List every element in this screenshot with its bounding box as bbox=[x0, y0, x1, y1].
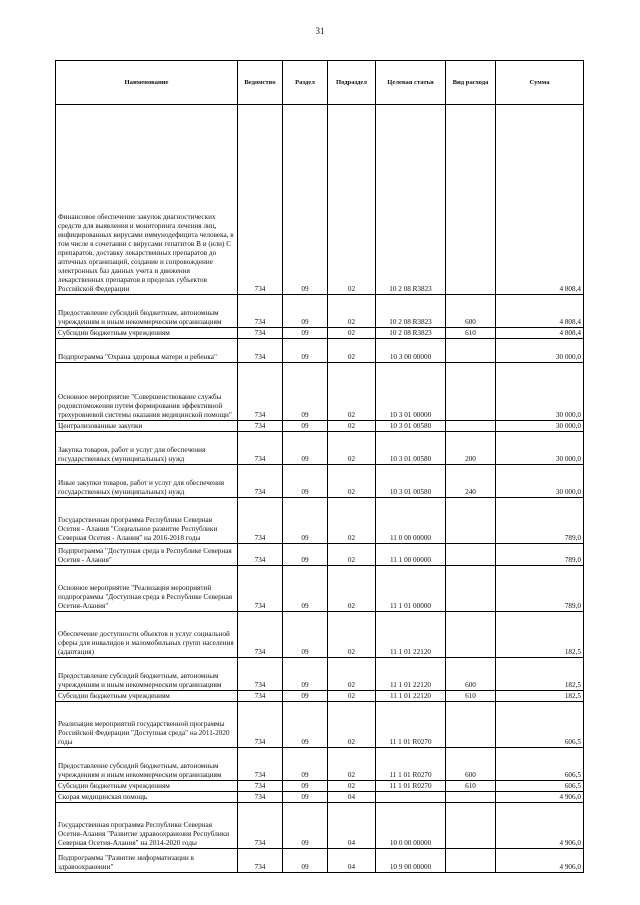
header-ved: Ведомство bbox=[238, 61, 283, 105]
page-number: 31 bbox=[315, 26, 325, 36]
row-name: Закупка товаров, работ и услуг для обеспечения государственных (муниципальных) нужд bbox=[56, 432, 238, 465]
row-vr bbox=[446, 566, 496, 612]
row-ved: 734 bbox=[238, 328, 283, 339]
row-vr bbox=[446, 702, 496, 748]
row-podrazdel: 02 bbox=[328, 566, 376, 612]
table-row bbox=[56, 295, 584, 328]
row-name: Основное мероприятие "Реализация мероприятий подпрограммы "Доступная среда в Республике Северная Осетия-Алания" bbox=[56, 566, 238, 612]
row-ved: 734 bbox=[238, 339, 283, 363]
row-summa: 182,5 bbox=[496, 658, 584, 691]
row-podrazdel: 02 bbox=[328, 295, 376, 328]
row-ved: 734 bbox=[238, 432, 283, 465]
header-summa: Сумма bbox=[496, 61, 584, 105]
row-cs: 11 1 01 22120 bbox=[376, 612, 446, 658]
row-name: Иные закупки товаров, работ и услуг для обеспечения государственных (муниципальных) нужд bbox=[56, 465, 238, 498]
row-cs: 11 1 00 00000 bbox=[376, 544, 446, 566]
table-row bbox=[56, 421, 584, 432]
row-vr: 610 bbox=[446, 691, 496, 702]
row-summa: 30 000,0 bbox=[496, 363, 584, 421]
row-podrazdel: 02 bbox=[328, 363, 376, 421]
table-row bbox=[56, 803, 584, 849]
row-summa: 4 906,0 bbox=[496, 792, 584, 803]
table-row bbox=[56, 781, 584, 792]
row-vr: 240 bbox=[446, 465, 496, 498]
row-name: Субсидии бюджетным учреждениям bbox=[56, 328, 238, 339]
row-ved: 734 bbox=[238, 803, 283, 849]
row-cs: 11 1 01 R0270 bbox=[376, 748, 446, 781]
table-row bbox=[56, 432, 584, 465]
row-ved: 734 bbox=[238, 702, 283, 748]
row-summa: 4 808,4 bbox=[496, 295, 584, 328]
row-summa: 182,5 bbox=[496, 691, 584, 702]
row-summa: 182,5 bbox=[496, 612, 584, 658]
row-vr bbox=[446, 363, 496, 421]
row-ved: 734 bbox=[238, 658, 283, 691]
row-razdel: 09 bbox=[283, 295, 328, 328]
header-cs: Целевая статья bbox=[376, 61, 446, 105]
row-vr bbox=[446, 339, 496, 363]
row-cs: 11 1 01 22120 bbox=[376, 658, 446, 691]
row-vr bbox=[446, 105, 496, 295]
row-name: Предоставление субсидий бюджетным, автономным учреждениям и иным некоммерческим организациям bbox=[56, 295, 238, 328]
row-podrazdel: 02 bbox=[328, 748, 376, 781]
row-summa: 606,5 bbox=[496, 748, 584, 781]
row-podrazdel: 02 bbox=[328, 105, 376, 295]
row-podrazdel: 02 bbox=[328, 465, 376, 498]
table-row bbox=[56, 658, 584, 691]
row-cs: 11 1 01 00000 bbox=[376, 566, 446, 612]
row-podrazdel: 02 bbox=[328, 612, 376, 658]
row-name: Субсидии бюджетным учреждениям bbox=[56, 781, 238, 792]
header-vr: Вид расхода bbox=[446, 61, 496, 105]
row-cs: 10 9 00 00000 bbox=[376, 849, 446, 873]
row-summa: 789,0 bbox=[496, 566, 584, 612]
table-row bbox=[56, 544, 584, 566]
row-vr: 600 bbox=[446, 295, 496, 328]
row-vr: 610 bbox=[446, 781, 496, 792]
row-razdel: 09 bbox=[283, 105, 328, 295]
row-summa: 4 906,0 bbox=[496, 849, 584, 873]
table-row bbox=[56, 792, 584, 803]
row-cs: 10 3 01 00000 bbox=[376, 363, 446, 421]
row-ved: 734 bbox=[238, 544, 283, 566]
row-cs: 10 3 01 00580 bbox=[376, 465, 446, 498]
row-razdel: 09 bbox=[283, 339, 328, 363]
row-razdel: 09 bbox=[283, 849, 328, 873]
row-name: Субсидии бюджетным учреждениям bbox=[56, 691, 238, 702]
table-row bbox=[56, 849, 584, 873]
row-razdel: 09 bbox=[283, 421, 328, 432]
header-row bbox=[56, 61, 584, 105]
row-vr bbox=[446, 498, 496, 544]
row-ved: 734 bbox=[238, 105, 283, 295]
row-cs bbox=[376, 792, 446, 803]
row-razdel: 09 bbox=[283, 658, 328, 691]
row-name: Подпрограмма "Доступная среда в Республике Северная Осетия - Алания" bbox=[56, 544, 238, 566]
row-ved: 734 bbox=[238, 498, 283, 544]
row-cs: 11 1 01 22120 bbox=[376, 691, 446, 702]
row-podrazdel: 04 bbox=[328, 849, 376, 873]
row-razdel: 09 bbox=[283, 498, 328, 544]
table-row bbox=[56, 465, 584, 498]
row-cs: 10 3 01 00580 bbox=[376, 421, 446, 432]
row-vr bbox=[446, 612, 496, 658]
row-name: Финансовое обеспечение закупок диагностических средств для выявления и мониторинга лечения лиц, инфицированных вирусами иммунодефицита человека, в том числе в сочетании с вирусами гепатитов В и (или) С препаратов, доставку лекарственных препаратов до аптечных организаций, создание и сопровождение электронных баз данных учета и движения лекарственных препаратов в пределах субъектов Российской Федерации bbox=[56, 105, 238, 295]
row-razdel: 09 bbox=[283, 612, 328, 658]
row-razdel: 09 bbox=[283, 544, 328, 566]
row-summa: 789,0 bbox=[496, 498, 584, 544]
row-ved: 734 bbox=[238, 566, 283, 612]
row-summa: 4 808,4 bbox=[496, 105, 584, 295]
header-razdel: Раздел bbox=[283, 61, 328, 105]
row-name: Основное мероприятие "Совершенствование службы родовспоможения путем формирования эффективной трехуровневой системы оказания медицинской помощи" bbox=[56, 363, 238, 421]
row-summa: 30 000,0 bbox=[496, 432, 584, 465]
row-ved: 734 bbox=[238, 748, 283, 781]
row-podrazdel: 02 bbox=[328, 691, 376, 702]
header-podrazdel: Подраздел bbox=[328, 61, 376, 105]
row-vr: 600 bbox=[446, 748, 496, 781]
row-podrazdel: 02 bbox=[328, 702, 376, 748]
row-ved: 734 bbox=[238, 792, 283, 803]
row-summa: 4 906,0 bbox=[496, 803, 584, 849]
row-cs: 11 1 01 R0270 bbox=[376, 781, 446, 792]
row-ved: 734 bbox=[238, 849, 283, 873]
row-vr: 600 bbox=[446, 658, 496, 691]
row-ved: 734 bbox=[238, 465, 283, 498]
row-cs: 11 0 00 00000 bbox=[376, 498, 446, 544]
row-summa: 30 000,0 bbox=[496, 465, 584, 498]
row-summa: 30 000,0 bbox=[496, 339, 584, 363]
row-ved: 734 bbox=[238, 363, 283, 421]
row-cs: 10 3 01 00580 bbox=[376, 432, 446, 465]
row-cs: 10 0 00 00000 bbox=[376, 803, 446, 849]
header-name: Наименование bbox=[56, 61, 238, 105]
row-name: Государственная программа Республики Северная Осетия - Алания "Социальное развитие Республики Северная Осетия - Алания" на 2016-2018 годы bbox=[56, 498, 238, 544]
row-podrazdel: 02 bbox=[328, 658, 376, 691]
row-ved: 734 bbox=[238, 421, 283, 432]
row-podrazdel: 02 bbox=[328, 421, 376, 432]
row-podrazdel: 04 bbox=[328, 792, 376, 803]
row-vr bbox=[446, 803, 496, 849]
row-podrazdel: 04 bbox=[328, 803, 376, 849]
table-row bbox=[56, 748, 584, 781]
row-name: Централизованные закупки bbox=[56, 421, 238, 432]
row-ved: 734 bbox=[238, 781, 283, 792]
row-vr: 610 bbox=[446, 328, 496, 339]
row-vr bbox=[446, 421, 496, 432]
row-cs: 11 1 01 R0270 bbox=[376, 702, 446, 748]
row-ved: 734 bbox=[238, 691, 283, 702]
row-podrazdel: 02 bbox=[328, 781, 376, 792]
row-vr bbox=[446, 849, 496, 873]
row-razdel: 09 bbox=[283, 792, 328, 803]
row-podrazdel: 02 bbox=[328, 498, 376, 544]
row-name: Подпрограмма "Развитие информатизации в здравоохранении" bbox=[56, 849, 238, 873]
row-razdel: 09 bbox=[283, 328, 328, 339]
row-name: Предоставление субсидий бюджетным, автономным учреждениям и иным некоммерческим организациям bbox=[56, 748, 238, 781]
budget-table bbox=[55, 60, 584, 873]
row-name: Предоставление субсидий бюджетным, автономным учреждениям и иным некоммерческим организациям bbox=[56, 658, 238, 691]
row-cs: 10 2 08 R3823 bbox=[376, 328, 446, 339]
row-razdel: 09 bbox=[283, 748, 328, 781]
table-row bbox=[56, 702, 584, 748]
row-razdel: 09 bbox=[283, 363, 328, 421]
table-row bbox=[56, 691, 584, 702]
table-row bbox=[56, 566, 584, 612]
table-row bbox=[56, 363, 584, 421]
row-summa: 30 000,0 bbox=[496, 421, 584, 432]
row-vr bbox=[446, 544, 496, 566]
row-razdel: 09 bbox=[283, 432, 328, 465]
row-cs: 10 3 00 00000 bbox=[376, 339, 446, 363]
table-row bbox=[56, 339, 584, 363]
row-summa: 606,5 bbox=[496, 781, 584, 792]
row-ved: 734 bbox=[238, 612, 283, 658]
row-vr bbox=[446, 792, 496, 803]
row-ved: 734 bbox=[238, 295, 283, 328]
row-razdel: 09 bbox=[283, 781, 328, 792]
row-podrazdel: 02 bbox=[328, 339, 376, 363]
row-podrazdel: 02 bbox=[328, 544, 376, 566]
row-summa: 789,0 bbox=[496, 544, 584, 566]
row-name: Подпрограмма "Охрана здоровья матери и ребенка" bbox=[56, 339, 238, 363]
row-cs: 10 2 08 R3823 bbox=[376, 105, 446, 295]
row-summa: 4 808,4 bbox=[496, 328, 584, 339]
row-summa: 606,5 bbox=[496, 702, 584, 748]
table-row bbox=[56, 612, 584, 658]
row-vr: 200 bbox=[446, 432, 496, 465]
row-podrazdel: 02 bbox=[328, 328, 376, 339]
row-podrazdel: 02 bbox=[328, 432, 376, 465]
row-razdel: 09 bbox=[283, 691, 328, 702]
row-razdel: 09 bbox=[283, 566, 328, 612]
row-razdel: 09 bbox=[283, 803, 328, 849]
row-name: Государственная программа Республики Северная Осетия-Алания "Развитие здравоохранения Республики Северная Осетия-Алания" на 2014-2020 годы bbox=[56, 803, 238, 849]
row-cs: 10 2 08 R3823 bbox=[376, 295, 446, 328]
table-row bbox=[56, 498, 584, 544]
table-row bbox=[56, 328, 584, 339]
row-razdel: 09 bbox=[283, 465, 328, 498]
row-name: Скорая медицинская помощь bbox=[56, 792, 238, 803]
row-name: Реализация мероприятий государственной программы Российской Федерации "Доступная среда" на 2011-2020 годы bbox=[56, 702, 238, 748]
row-razdel: 09 bbox=[283, 702, 328, 748]
row-name: Обеспечение доступности объектов и услуг социальной сферы для инвалидов и маломобильных групп населения (адаптация) bbox=[56, 612, 238, 658]
table-row bbox=[56, 105, 584, 295]
